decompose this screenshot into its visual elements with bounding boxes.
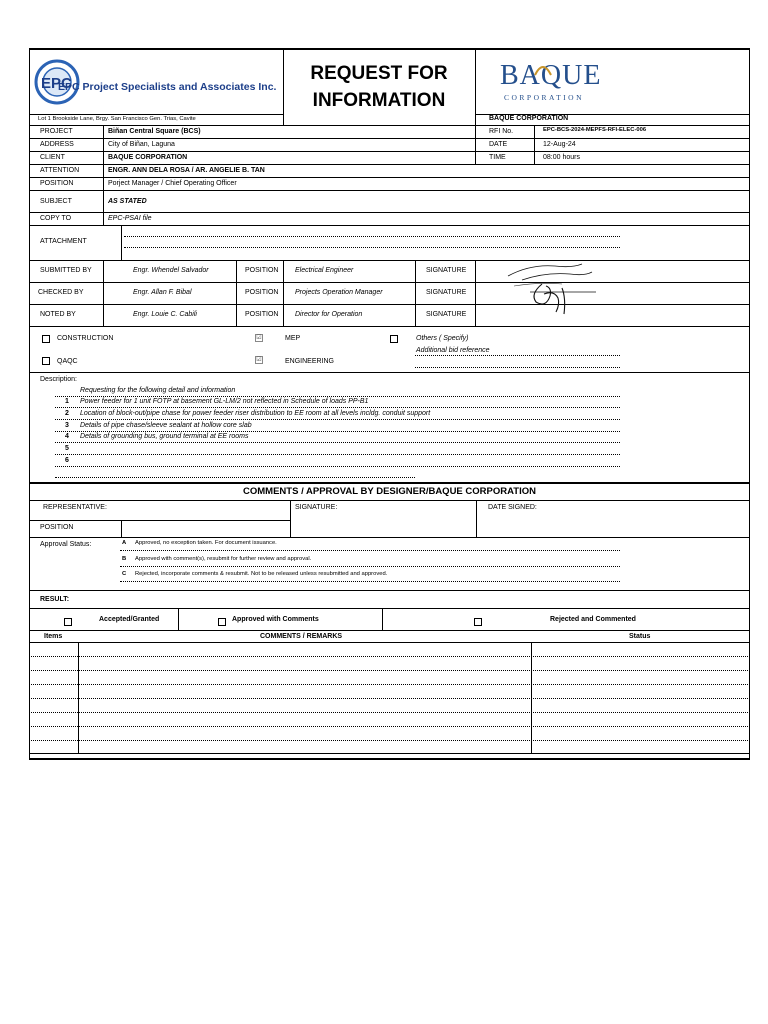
rfi-label: RFI No.: [489, 128, 514, 135]
date-signed-label: DATE SIGNED:: [488, 504, 537, 511]
qaqc-checkbox[interactable]: [42, 357, 50, 365]
noted-by-name: Engr. Louie C. Cabili: [133, 311, 197, 318]
remarks-col-items: Items: [44, 633, 63, 640]
time-label: TIME: [489, 154, 506, 161]
desc-item-num: 1: [65, 398, 69, 405]
checked-by-position-label: POSITION: [245, 289, 279, 296]
form-title-line1: REQUEST FOR: [310, 63, 448, 84]
address-value: City of Biñan, Laguna: [108, 141, 175, 148]
desc-item-num: 5: [65, 445, 69, 452]
approval-option-code: A: [122, 540, 127, 546]
client-value: BAQUE CORPORATION: [108, 154, 188, 161]
representative-label: REPRESENTATIVE:: [43, 504, 107, 511]
desc-item-num: 3: [65, 422, 69, 429]
table-row[interactable]: [29, 698, 750, 699]
subject-value: AS STATED: [108, 198, 147, 205]
rejected-checkbox[interactable]: [474, 618, 482, 626]
project-value: Biñan Central Square (BCS): [108, 128, 201, 135]
checked-by-signature-label: SIGNATURE: [426, 289, 467, 296]
table-row[interactable]: [29, 712, 750, 713]
approval-signature-label: SIGNATURE:: [295, 504, 338, 511]
desc-item-text: Details of pipe chase/sleeve sealant at hollow core slab: [80, 422, 252, 429]
submitted-by-signature-label: SIGNATURE: [426, 267, 467, 274]
table-row[interactable]: [29, 726, 750, 727]
table-row[interactable]: [29, 740, 750, 741]
form-title-line2: INFORMATION: [312, 90, 446, 111]
approval-position-label: POSITION: [40, 524, 74, 531]
address-label: ADDRESS: [40, 141, 74, 148]
construction-checkbox[interactable]: [42, 335, 50, 343]
others-label: Others ( Specify): [416, 335, 469, 342]
others-checkbox[interactable]: [390, 335, 398, 343]
company-logo-letters: EPC: [41, 75, 72, 92]
approval-option-code: C: [122, 571, 127, 577]
approval-status-label: Approval Status:: [40, 541, 92, 548]
attachment-label: ATTACHMENT: [40, 238, 87, 245]
approval-section-title: COMMENTS / APPROVAL BY DESIGNER/BAQUE CORPORATION: [243, 486, 536, 497]
approved-comments-label: Approved with Comments: [232, 616, 319, 623]
time-value: 08:00 hours: [543, 154, 580, 161]
desc-item-text: Power feeder for 1 unit FOTP at basement GL-LM/2 not reflected in Schedule of loads PP-B1: [80, 398, 369, 405]
accepted-checkbox[interactable]: [64, 618, 72, 626]
qaqc-label: QAQC: [57, 358, 78, 365]
approval-option-text: Approved, no exception taken. For document issuance.: [135, 540, 277, 546]
date-label: DATE: [489, 141, 508, 148]
desc-item-num: 4: [65, 433, 69, 440]
client-logo: [498, 60, 613, 106]
approval-option-code: B: [122, 556, 127, 562]
approval-option-text: Rejected, incorporate comments & resubmit. Not to be released unless resubmitted and approved.: [135, 571, 388, 577]
table-row[interactable]: [29, 684, 750, 685]
description-intro: Requesting for the following detail and information: [80, 387, 236, 394]
attachment-line-2: [124, 247, 620, 248]
client-label: CLIENT: [40, 154, 65, 161]
project-label: PROJECT: [40, 128, 73, 135]
desc-item-num: 2: [65, 410, 69, 417]
copy-to-label: COPY TO: [40, 215, 72, 222]
table-row[interactable]: [29, 656, 750, 657]
submitted-by-label: SUBMITTED BY: [40, 267, 92, 274]
attachment-line-1: [124, 236, 620, 237]
checked-by-name: Engr. Allan F. Bibal: [133, 289, 192, 296]
client-logo-arc-icon: [534, 62, 552, 76]
mep-label: MEP: [285, 335, 301, 342]
remarks-col-comments: COMMENTS / REMARKS: [260, 633, 343, 640]
approval-option-text: Approved with comment(s), resubmit for further review and approval.: [135, 556, 312, 562]
client-name-header: BAQUE CORPORATION: [489, 115, 569, 122]
company-address: Lot 1 Brookside Lane, Brgy. San Francisco Gen. Trias, Cavite: [38, 116, 196, 122]
desc-item-num: 6: [65, 457, 69, 464]
table-row[interactable]: [29, 670, 750, 671]
checked-by-position: Projects Operation Manager: [295, 289, 383, 296]
subject-label: SUBJECT: [40, 198, 72, 205]
submitted-by-position: Electrical Engineer: [295, 267, 354, 274]
handwritten-signature-icon: [500, 258, 600, 318]
desc-item-text: Details of grounding bus, ground terminal at EE rooms: [80, 433, 249, 440]
engineering-checkbox[interactable]: ☑: [256, 357, 262, 363]
desc-item-text: Location of block-out/pipe chase for power feeder riser distribution to EE room at all levels incldg. conduit support: [80, 410, 431, 417]
description-label: Description:: [40, 376, 77, 383]
noted-by-label: NOTED BY: [40, 311, 76, 318]
mep-checkbox[interactable]: ☑: [256, 335, 262, 341]
result-label: RESULT:: [40, 596, 70, 603]
engineering-label: ENGINEERING: [285, 358, 335, 365]
company-name: EPC Project Specialists and Associates Inc.: [58, 81, 277, 93]
noted-by-position: Director for Operation: [295, 311, 363, 318]
others-line: [415, 355, 620, 356]
client-logo-word: BAQUE: [500, 60, 602, 91]
position-value: Porject Manager / Chief Operating Officer: [108, 180, 237, 187]
attention-value: ENGR. ANN DELA ROSA / AR. ANGELIE B. TAN: [108, 167, 265, 174]
remarks-col-status: Status: [629, 633, 651, 640]
others-line-2: [415, 367, 620, 368]
submitted-by-name: Engr. Whendel Salvador: [133, 267, 209, 274]
noted-by-signature-label: SIGNATURE: [426, 311, 467, 318]
date-value: 12-Aug-24: [543, 141, 576, 148]
others-value: Additional bid reference: [416, 347, 490, 354]
submitted-by-position-label: POSITION: [245, 267, 279, 274]
client-logo-sub: CORPORATION: [504, 93, 585, 102]
attention-label: ATTENTION: [40, 167, 80, 174]
construction-label: CONSTRUCTION: [57, 335, 114, 342]
checked-by-label: CHECKED BY: [38, 289, 84, 296]
noted-by-position-label: POSITION: [245, 311, 279, 318]
rejected-label: Rejected and Commented: [550, 616, 636, 623]
copy-to-value: EPC-PSAI file: [108, 215, 152, 222]
approved-comments-checkbox[interactable]: [218, 618, 226, 626]
accepted-label: Accepted/Granted: [99, 616, 160, 623]
rfi-value: EPC-BCS-2024-MEPFS-RFI-ELEC-006: [543, 127, 647, 133]
position-label: POSITION: [40, 180, 74, 187]
